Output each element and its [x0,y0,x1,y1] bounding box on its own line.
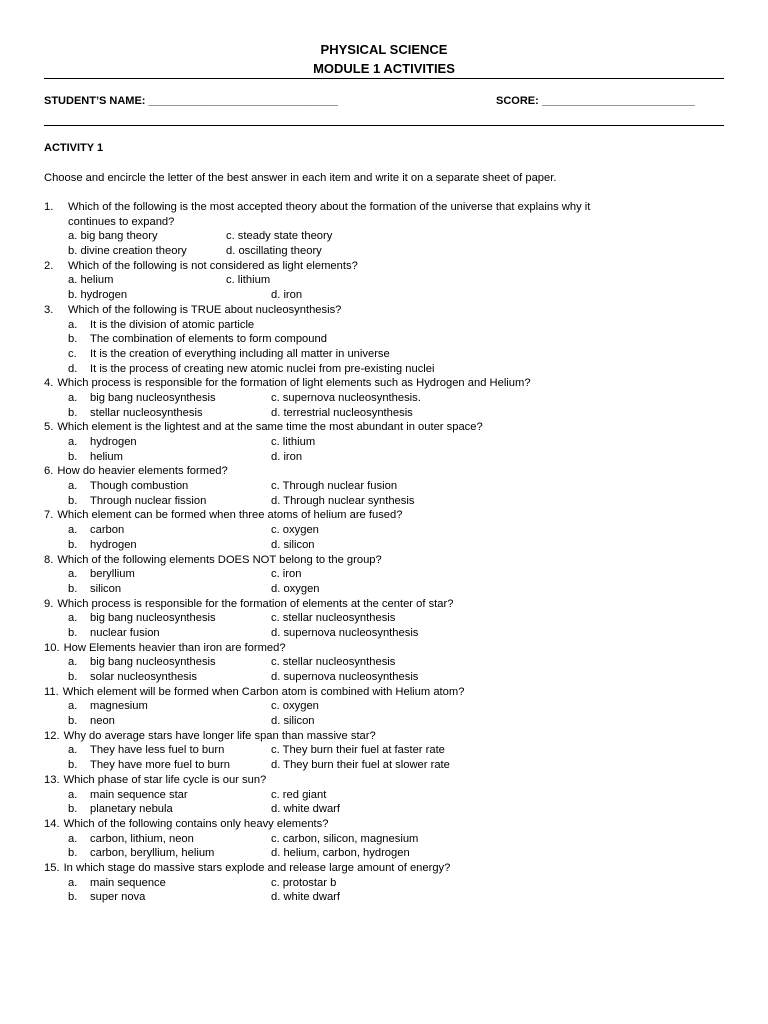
student-name-field: STUDENT’S NAME: _______________________________ [44,95,339,107]
answer-option: big bang nucleosynthesis [90,612,216,625]
score-field: SCORE: _________________________ [496,95,695,107]
question-item [44,420,734,464]
question-number: 9. [44,597,54,610]
answer-letter: a. [68,318,78,331]
question-text: How do heavier elements formed? [57,465,228,478]
question-number: 8. [44,553,54,566]
question-item [44,641,734,685]
answer-option-row [44,890,734,905]
answer-letter: a. [68,612,78,625]
answer-option-row [44,273,734,288]
answer-letter: b. [68,582,78,595]
answer-option-row [44,714,734,729]
answer-option: It is the division of atomic particle [90,318,255,331]
answer-option: carbon, beryllium, helium [90,847,215,860]
question-line [44,215,734,230]
question-line [44,508,734,523]
answer-option: d. Through nuclear synthesis [271,494,415,507]
answer-letter: a. [68,391,78,404]
question-item [44,685,734,729]
answer-option: magnesium [90,700,148,713]
answer-option: hydrogen [90,436,137,448]
question-list [44,200,734,905]
answer-option: super nova [90,891,146,904]
question-line [44,861,734,876]
question-number: 12. [44,729,60,742]
question-text: Why do average stars have longer life span than massive star? [63,729,376,742]
question-text: Which of the following is not considered as light elements? [68,259,358,272]
question-number: 15. [44,861,60,874]
question-number: 4. [44,377,54,390]
question-line [44,773,734,788]
answer-option: d. helium, carbon, hydrogen [271,847,410,860]
answer-option-row [44,655,734,670]
answer-option: big bang nucleosynthesis [90,391,216,404]
answer-option-row [44,582,734,597]
answer-option: d. iron [271,450,303,463]
answer-option: carbon, lithium, neon [90,832,194,845]
question-number: 6. [44,465,54,478]
answer-option-row [44,743,734,758]
question-line [44,641,734,656]
answer-letter: b. [68,406,78,419]
answer-option-row [44,318,734,333]
question-line [44,817,734,832]
answer-letter: a. [68,656,78,669]
answer-letter: a. [68,480,78,493]
question-text: Which of the following contains only heavy elements? [63,817,329,830]
answer-option: c. lithium [226,274,271,287]
answer-letter: b. [68,671,78,683]
answer-option: beryllium [90,568,135,581]
question-text: Which of the following is the most accepted theory about the formation of the universe that explains why it [68,201,591,213]
question-line [44,303,734,318]
question-text: How Elements heavier than iron are formed? [63,641,286,654]
answer-option: a. helium [68,274,114,287]
answer-option-row [44,332,734,347]
answer-letter: d. [68,362,78,375]
answer-option: nuclear fusion [90,626,160,639]
answer-option: helium [90,450,123,463]
answer-option: c. supernova nucleosynthesis. [271,391,421,404]
header-divider [44,78,724,79]
answer-option: d. supernova nucleosynthesis [271,626,419,639]
answer-option-row [44,435,734,450]
answer-letter: a. [68,744,78,757]
answer-option: carbon [90,524,125,537]
answer-option-row [44,523,734,538]
answer-option-row [44,846,734,861]
answer-option-row [44,567,734,582]
answer-option-row [44,244,734,259]
question-item [44,817,734,861]
answer-option: c. stellar nucleosynthesis [271,656,396,669]
answer-option: c. Through nuclear fusion [271,480,398,493]
answer-option: c. iron [271,568,302,581]
question-text: In which stage do massive stars explode and release large amount of energy? [63,861,451,874]
question-line [44,200,734,215]
answer-option-row [44,391,734,406]
answer-option-row [44,450,734,465]
question-number: 1. [44,201,54,213]
answer-option: silicon [90,582,122,595]
answer-option: c. red giant [271,788,327,801]
page-subtitle: MODULE 1 ACTIVITIES [313,61,455,76]
question-line [44,729,734,744]
question-text: Which process is responsible for the formation of elements at the center of star? [57,597,454,610]
question-item [44,553,734,597]
answer-option: c. protostar b [271,876,337,889]
answer-option: d. white dwarf [271,803,341,816]
answer-option-row [44,362,734,377]
answer-option: neon [90,715,115,728]
question-item [44,376,734,420]
answer-letter: b. [68,450,78,463]
answer-option-row [44,611,734,626]
answer-option-row [44,626,734,641]
question-line [44,420,734,435]
question-text: Which of the following is TRUE about nucleosynthesis? [68,303,342,316]
answer-letter: a. [68,788,78,801]
answer-option: They have less fuel to burn [90,744,225,757]
question-line [44,376,734,391]
question-item [44,773,734,817]
answer-option: b. divine creation theory [68,245,187,258]
answer-option: a. big bang theory [68,230,158,243]
answer-option: Through nuclear fission [90,494,207,507]
answer-letter: b. [68,847,78,860]
answer-option-row [44,758,734,773]
activity-instructions: Choose and encircle the letter of the best answer in each item and write it on a separate sheet of paper. [44,172,557,184]
question-item [44,200,734,259]
question-text: Which element will be formed when Carbon atom is combined with Helium atom? [62,685,465,698]
question-line [44,597,734,612]
answer-option-row [44,802,734,817]
question-item [44,597,734,641]
answer-option: c. stellar nucleosynthesis [271,612,396,625]
question-number: 7. [44,509,54,522]
answer-letter: b. [68,538,78,551]
answer-option-row [44,494,734,509]
answer-option: d. terrestrial nucleosynthesis [271,406,413,419]
question-number: 2. [44,259,54,272]
question-item [44,303,734,376]
answer-option-row [44,670,734,685]
answer-option: d. white dwarf [271,891,341,904]
answer-option: main sequence star [90,788,188,801]
answer-option: c. lithium [271,436,316,448]
answer-option: b. hydrogen [68,289,128,302]
answer-option: c. oxygen [271,700,319,713]
answer-option: They have more fuel to burn [90,759,230,772]
question-line [44,464,734,479]
answer-option: d. iron [271,289,303,302]
answer-letter: a. [68,524,78,537]
answer-option-row [44,699,734,714]
answer-option: Though combustion [90,480,189,493]
question-line [44,685,734,700]
answer-letter: b. [68,626,78,639]
question-line [44,259,734,274]
answer-option: planetary nebula [90,803,173,816]
answer-option-row [44,832,734,847]
activity-heading: ACTIVITY 1 [44,142,104,154]
answer-option: d. oxygen [271,582,320,595]
question-number: 5. [44,421,54,434]
answer-letter: b. [68,333,78,346]
answer-option: It is the process of creating new atomic nuclei from pre-existing nuclei [90,362,435,375]
answer-option: It is the creation of everything including all matter in universe [90,347,390,360]
answer-option-row [44,347,734,362]
answer-letter: a. [68,436,78,448]
answer-option-row [44,406,734,421]
answer-option: main sequence [90,876,166,889]
answer-option: d. oscillating theory [226,245,322,258]
answer-option: hydrogen [90,538,137,551]
answer-letter: a. [68,568,78,581]
answer-option: big bang nucleosynthesis [90,656,216,669]
answer-option-row [44,788,734,803]
answer-letter: a. [68,700,78,713]
answer-option: c. oxygen [271,524,319,537]
question-number: 3. [44,303,54,316]
answer-letter: b. [68,891,78,904]
answer-option: c. carbon, silicon, magnesium [271,832,419,845]
answer-letter: b. [68,494,78,507]
answer-letter: b. [68,759,78,772]
answer-option: c. They burn their fuel at faster rate [271,744,445,757]
answer-option-row [44,229,734,244]
page-title: PHYSICAL SCIENCE [320,42,448,57]
question-text: Which of the following elements DOES NOT belong to the group? [57,553,382,566]
info-divider [44,125,724,126]
question-text: Which element is the lightest and at the same time the most abundant in outer space? [57,421,483,434]
answer-letter: c. [68,347,77,360]
answer-letter: a. [68,832,78,845]
question-item [44,464,734,508]
question-number: 10. [44,641,60,654]
answer-option: d. silicon [271,715,315,728]
answer-option-row [44,538,734,553]
question-number: 13. [44,773,60,786]
question-text: continues to expand? [68,215,175,228]
question-item [44,861,734,905]
answer-option: solar nucleosynthesis [90,671,197,683]
question-line [44,553,734,568]
answer-option-row [44,876,734,891]
answer-option-row [44,479,734,494]
question-item [44,729,734,773]
question-text: Which element can be formed when three atoms of helium are fused? [57,509,403,522]
answer-option: d. silicon [271,538,315,551]
answer-letter: b. [68,803,78,816]
question-text: Which phase of star life cycle is our sun? [63,773,267,786]
question-item [44,508,734,552]
answer-option: The combination of elements to form compound [90,333,327,346]
question-number: 14. [44,817,60,830]
answer-option: d. supernova nucleosynthesis [271,671,419,683]
question-item [44,259,734,303]
answer-option: c. steady state theory [226,230,333,243]
answer-option-row [44,288,734,303]
question-text: Which process is responsible for the formation of light elements such as Hydrogen and Helium? [57,377,531,390]
answer-option: stellar nucleosynthesis [90,406,203,419]
answer-letter: b. [68,715,78,728]
question-number: 11. [44,685,59,698]
answer-option: d. They burn their fuel at slower rate [271,759,450,772]
answer-letter: a. [68,876,78,889]
